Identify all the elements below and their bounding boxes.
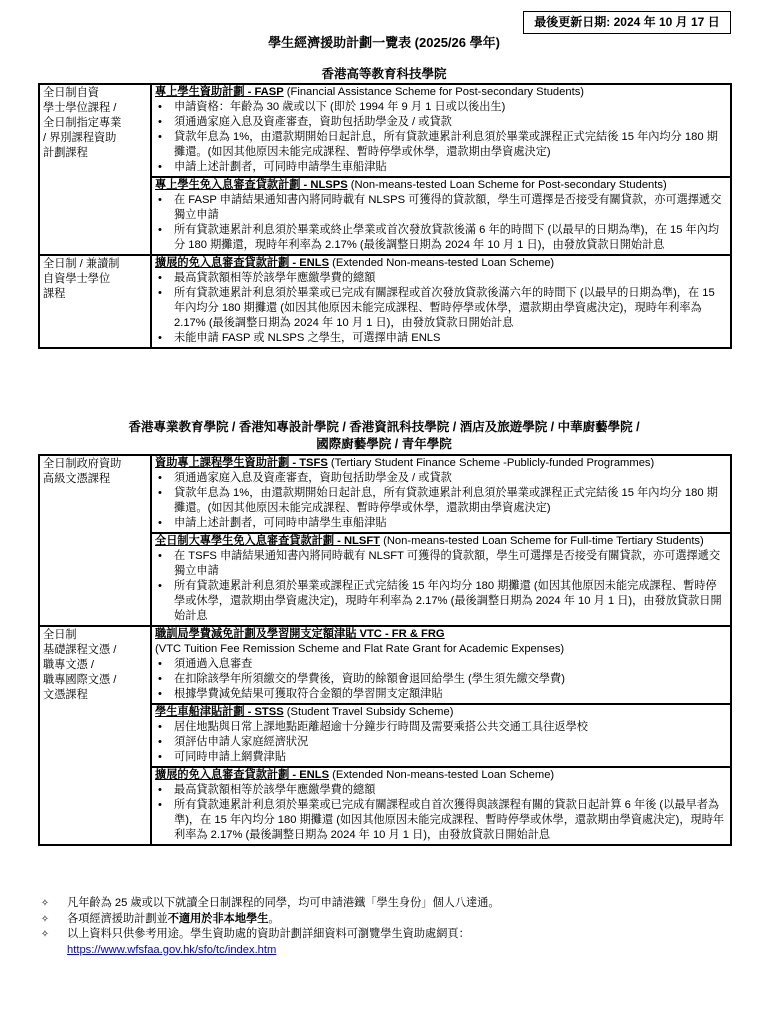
- diamond-star-icon: ✧: [40, 929, 50, 940]
- row-schemes: [151, 455, 731, 626]
- list-item: • 申請上述計劃者，可同時申請學生車船津貼: [155, 516, 727, 531]
- row-schemes: [151, 255, 731, 348]
- table-row: [39, 626, 731, 845]
- row-category: 全日制 / 兼讀制 自資學士學位 課程: [39, 255, 151, 348]
- list-item: • 申請上述計劃者，可同時申請學生車船津貼: [155, 160, 727, 175]
- list-item: • 在扣除該學年所須繳交的學費後，資助的餘額會退回給學生 (學生須先繳交學費): [155, 672, 727, 687]
- list-item: • 申請資格：年齡為 30 歲或以下 (即於 1994 年 9 月 1 日或以後出生): [155, 100, 727, 115]
- section2-heading-line2: 國際廚藝學院 / 青年學院: [316, 437, 452, 451]
- list-item: • 最高貸款額相等於該學年應繳學費的總額: [155, 783, 727, 798]
- scheme-enls-vtc: 擴展的免入息審查貸款計劃 - ENLS (Extended Non-means-tested Loan Scheme) • 最高貸款額相等於該學年應繳學費的總額 • 所有貸款連累計利息須於畢業或已完成有關課程或自首次獲得與該課程有關的貸款日起計算 6 年後 (以最早者為準)，在 15 年內均分 180 期攤還 (如因其他原因未能完成課程、暫時停學或休學，還款期由學資處決定)，現時年利率為 2.17% (最後調整日期為 2024 年 10 月 1 日)，由發放貸款日開始計息: [152, 766, 730, 844]
- list-item: • 須通過入息審查: [155, 657, 727, 672]
- table-row: [39, 84, 731, 255]
- scheme-vtc-fr-frg: 職訓局學費減免計劃及學習開支定額津貼 VTC - FR & FRG (VTC Tuition Fee Remission Scheme and Flat Rate Grant for Academic Expenses) • 須通過入息審查 • 在扣除該學年所須繳交的學費後，資助的餘額會退回給學生 (學生須先繳交學費) • 根據學費減免結果可獲取符合金額的學習開支定額津貼: [152, 627, 730, 703]
- table-row: [39, 455, 731, 626]
- list-item: • 未能申請 FASP 或 NLSPS 之學生，可選擇申請 ENLS: [155, 331, 727, 346]
- section1-table: [38, 83, 732, 349]
- sfo-website-link[interactable]: https://www.wfsfaa.gov.hk/sfo/tc/index.htm: [67, 943, 277, 956]
- scheme-tsfs: 資助專上課程學生資助計劃 - TSFS (Tertiary Student Finance Scheme -Publicly-funded Programmes) • 須通過家庭入息及資產審查，資助包括助學金及 / 或貸款 • 貸款年息為 1%，由還款期開始日起計息，所有貸款連累計利息須於畢業或課程正式完結後 15 年內均分 180 期攤還。(如因其他原因未能完成課程、暫時停學或休學，還款期由學資處決定) • 申請上述計劃者，可同時申請學生車船津貼: [152, 456, 730, 532]
- scheme-enls: 擴展的免入息審查貸款計劃 - ENLS (Extended Non-means-tested Loan Scheme) • 最高貸款額相等於該學年應繳學費的總額 • 所有貸款連累計利息須於畢業或已完成有關課程或首次發放貸款後滿六年的時間下 (以最早的日期為準)，在 15 年內均分 180 期攤還 (如因其他原因未能完成課程、暫時停學或休學，還款期由學資處決定)，現時年利率為 2.17% (最後調整日期為 2024 年 10 月 1 日)，由發放貸款日開始計息 • 未能申請 FASP 或 NLSPS 之學生，可選擇申請 ENLS: [152, 256, 730, 347]
- list-item: • 貸款年息為 1%，由還款期開始日起計息，所有貸款連累計利息須於畢業或課程正式完結後 15 年內均分 180 期攤還。(如因其他原因未能完成課程、暫時停學或休學，還款期由學資處決定): [155, 486, 727, 516]
- list-item: • 根據學費減免結果可獲取符合金額的學習開支定額津貼: [155, 687, 727, 702]
- row-category: 全日制政府資助 高級文憑課程: [39, 455, 151, 626]
- table-row: [39, 255, 731, 348]
- diamond-star-icon: ✧: [40, 898, 50, 909]
- list-item: • 須通過家庭入息及資產審查，資助包括助學金及 / 或貸款: [155, 115, 727, 130]
- page-title: 學生經濟援助計劃一覽表 (2025/26 學年): [268, 35, 500, 50]
- list-item: • 所有貸款連累計利息須於畢業或已完成有關課程或自首次獲得與該課程有關的貸款日起計算 6 年後 (以最早者為準)，在 15 年內均分 180 期攤還 (如因其他原因未能完成課程、暫時停學或休學，還款期由學資處決定)，現時年利率為 2.17% (最後調整日期為 2024 年 10 月 1 日)，由發放貸款日開始計息: [155, 798, 727, 843]
- list-item: • 須通過家庭入息及資產審查，資助包括助學金及 / 或貸款: [155, 471, 727, 486]
- list-item: • 最高貸款額相等於該學年應繳學費的總額: [155, 271, 727, 286]
- row-category: 全日制自資 學士學位課程 / 全日制指定專業 / 界別課程資助 計劃課程: [39, 84, 151, 255]
- footnotes: [38, 896, 738, 958]
- row-category: 全日制 基礎課程文憑 / 職專文憑 / 職專國際文憑 / 文憑課程: [39, 626, 151, 845]
- list-item: • 在 FASP 申請結果通知書內將同時載有 NLSPS 可獲得的貸款額，學生可選擇是否接受有關貸款，亦可選擇遞交獨立申請: [155, 193, 727, 223]
- note-item: ✧ 凡年齡為 25 歲或以下就讀全日制課程的同學，均可申請港鐵「學生身份」個人八達通。: [38, 896, 738, 912]
- note-item: ✧ 以上資料只供參考用途。學生資助處的資助計劃詳細資料可瀏覽學生資助處網頁： https://www.wfsfaa.gov.hk/sfo/tc/index.htm: [38, 927, 738, 958]
- last-updated-box: [523, 11, 731, 34]
- list-item: • 貸款年息為 1%，由還款期開始日起計息，所有貸款連累計利息須於畢業或課程正式完結後 15 年內均分 180 期攤還。(如因其他原因未能完成課程、暫時停學或休學，還款期由學資處決定): [155, 130, 727, 160]
- section1-heading: 香港高等教育科技學院: [321, 67, 447, 81]
- section2-heading-line1: 香港專業教育學院 / 香港知專設計學院 / 香港資訊科技學院 / 酒店及旅遊學院 / 中華廚藝學院 /: [128, 420, 640, 434]
- diamond-star-icon: ✧: [40, 913, 50, 925]
- last-updated-text: 最後更新日期: 2024 年 10 月 17 日: [534, 15, 720, 29]
- list-item: • 所有貸款連累計利息須於畢業或課程正式完結後 15 年內均分 180 期攤還 (如因其他原因未能完成課程、暫時停學或休學，還款期由學資處決定)，現時年利率為 2.17% (最後調整日期為 2024 年 10 月 1 日)，由發放貸款日開始計息: [155, 579, 727, 624]
- scheme-stss: 學生車船津貼計劃 - STSS (Student Travel Subsidy Scheme) • 居住地點與日常上課地點距離超逾十分鐘步行時間及需要乘搭公共交通工具往返學校 • 須評估申請人家庭經濟狀況 • 可同時申請上網費津貼: [152, 703, 730, 766]
- list-item: • 所有貸款連累計利息須於畢業或終止學業或首次發放貸款後滿 6 年的時間下 (以最早的日期為準)，在 15 年內均分 180 期攤還，現時年利率為 2.17% (最後調整日期為 2024 年 10 月 1 日)，由發放貸款日開始計息: [155, 223, 727, 253]
- row-schemes: [151, 626, 731, 845]
- list-item: • 可同時申請上網費津貼: [155, 750, 727, 765]
- section2-table: [38, 454, 732, 846]
- list-item: • 在 TSFS 申請結果通知書內將同時載有 NLSFT 可獲得的貸款額，學生可選擇是否接受有關貸款，亦可選擇遞交獨立申請: [155, 549, 727, 579]
- scheme-nlsft: 全日制大專學生免入息審查貸款計劃 - NLSFT (Non-means-tested Loan Scheme for Full-time Tertiary Students) • 在 TSFS 申請結果通知書內將同時載有 NLSFT 可獲得的貸款額，學生可選擇是否接受有關貸款，亦可選擇遞交獨立申請 • 所有貸款連累計利息須於畢業或課程正式完結後 15 年內均分 180 期攤還 (如因其他原因未能完成課程、暫時停學或休學，還款期由學資處決定)，現時年利率為 2.17% (最後調整日期為 2024 年 10 月 1 日)，由發放貸款日開始計息: [152, 532, 730, 625]
- list-item: • 居住地點與日常上課地點距離超逾十分鐘步行時間及需要乘搭公共交通工具往返學校: [155, 720, 727, 735]
- list-item: • 須評估申請人家庭經濟狀況: [155, 735, 727, 750]
- row-schemes: [151, 84, 731, 255]
- scheme-nlsps: 專上學生免入息審查貸款計劃 - NLSPS (Non-means-tested Loan Scheme for Post-secondary Students) • 在 FASP 申請結果通知書內將同時載有 NLSPS 可獲得的貸款額，學生可選擇是否接受有關貸款，亦可選擇遞交獨立申請 • 所有貸款連累計利息須於畢業或終止學業或首次發放貸款後滿 6 年的時間下 (以最早的日期為準)，在 15 年內均分 180 期攤還，現時年利率為 2.17% (最後調整日期為 2024 年 10 月 1 日)，由發放貸款日開始計息: [152, 176, 730, 254]
- note-item: ✧ 各項經濟援助計劃並不適用於非本地學生。: [38, 912, 738, 928]
- scheme-fasp: 專上學生資助計劃 - FASP (Financial Assistance Scheme for Post-secondary Students) • 申請資格：年齡為 30 歲或以下 (即於 1994 年 9 月 1 日或以後出生) • 須通過家庭入息及資產審查，資助包括助學金及 / 或貸款 • 貸款年息為 1%，由還款期開始日起計息，所有貸款連累計利息須於畢業或課程正式完結後 15 年內均分 180 期攤還。(如因其他原因未能完成課程、暫時停學或休學，還款期由學資處決定) • 申請上述計劃者，可同時申請學生車船津貼: [152, 85, 730, 176]
- list-item: • 所有貸款連累計利息須於畢業或已完成有關課程或首次發放貸款後滿六年的時間下 (以最早的日期為準)，在 15 年內均分 180 期攤還 (如因其他原因未能完成課程、暫時停學或休學，還款期由學資處決定)，現時年利率為 2.17% (最後調整日期為 2024 年 10 月 1 日)，由發放貸款日開始計息: [155, 286, 727, 331]
